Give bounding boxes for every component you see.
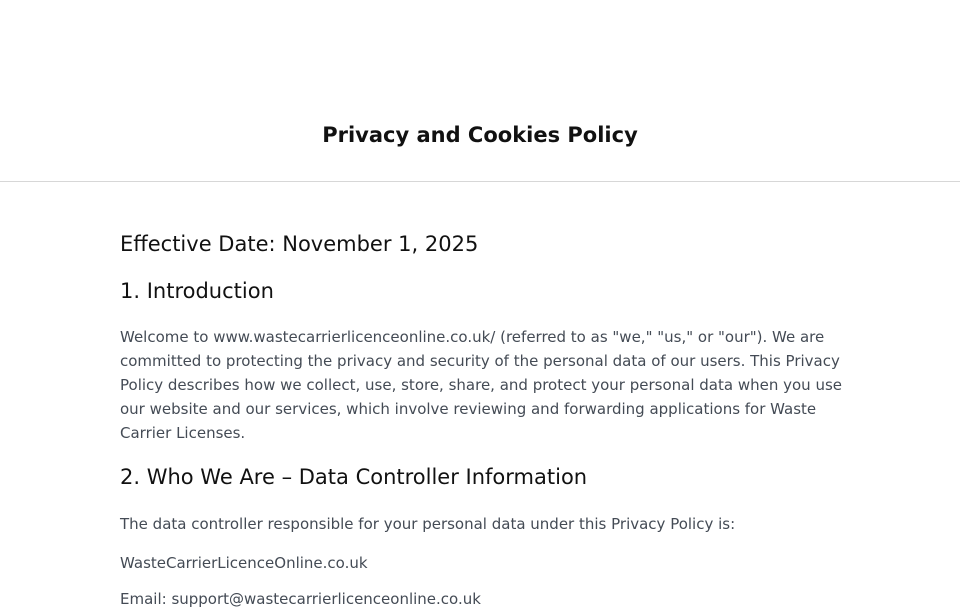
section-heading-introduction: 1. Introduction — [120, 279, 274, 303]
company-name: WasteCarrierLicenceOnline.co.uk — [120, 554, 368, 572]
data-controller-paragraph: The data controller responsible for your personal data under this Privacy Policy is: — [120, 515, 736, 533]
section-heading-who-we-are: 2. Who We Are – Data Controller Information — [120, 465, 588, 489]
page-title: Privacy and Cookies Policy — [322, 123, 638, 147]
contact-email: Email: support@wastecarrierlicenceonline.co.uk — [120, 590, 481, 608]
effective-date: Effective Date: November 1, 2025 — [120, 232, 479, 256]
page-header — [0, 0, 960, 182]
introduction-paragraph: Welcome to www.wastecarrierlicenceonline.co.uk/ (referred to as "we," "us," or "our"). We are committed to protecting the privacy and security of the personal data of our users. This Privacy Policy describes how we collect, use, store, share, and protect your personal data when you use our website and our services, which involve reviewing and forwarding applications for Waste Carrier Licenses. — [120, 328, 842, 442]
